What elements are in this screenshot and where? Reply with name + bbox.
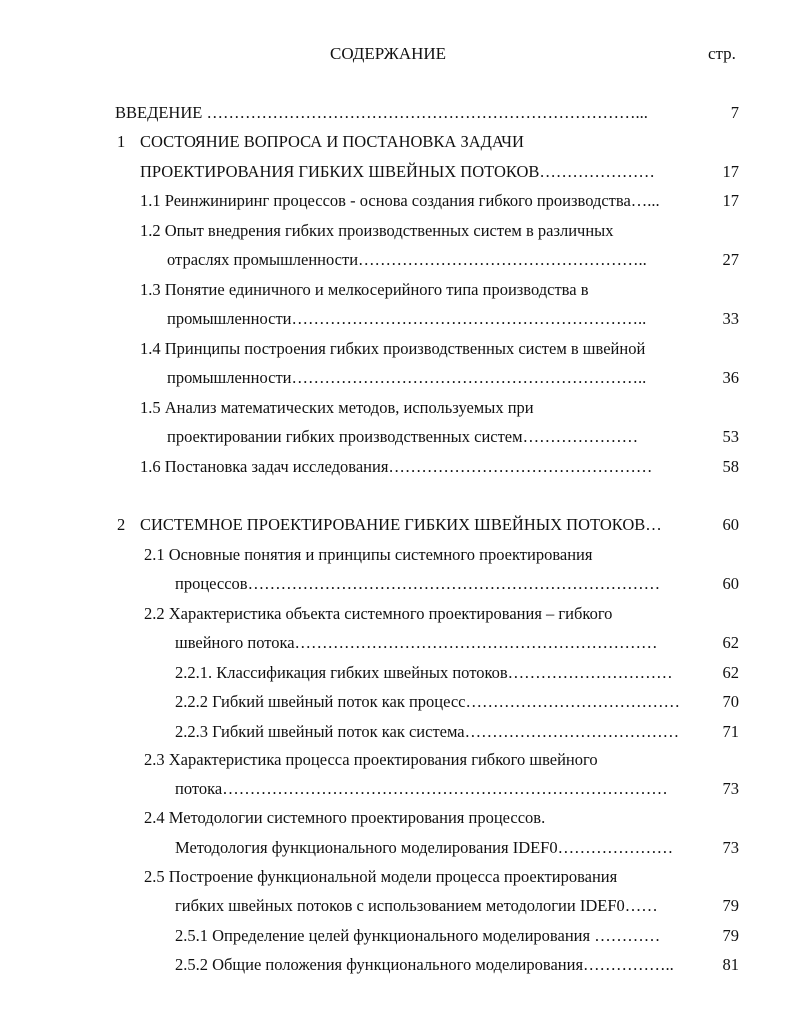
- toc-chapter-2-number: 2: [117, 515, 126, 534]
- toc-section-2-3-page: 73: [722, 779, 739, 798]
- toc-section-2-2-1-page: 62: [722, 663, 739, 682]
- toc-section-2-1-line1: 2.1 Основные понятия и принципы системного проектирования: [144, 545, 593, 564]
- toc-section-1-3-page: 33: [722, 309, 739, 328]
- toc-section-2-2-3-page: 71: [722, 722, 739, 741]
- toc-chapter-1-title-line2: ПРОЕКТИРОВАНИЯ ГИБКИХ ШВЕЙНЫХ ПОТОКОВ…………………: [140, 162, 655, 181]
- toc-section-1-4-line1: 1.4 Принципы построения гибких производственных систем в швейной: [140, 339, 646, 358]
- toc-section-1-3-line1: 1.3 Понятие единичного и мелкосерийного типа производства в: [140, 280, 589, 299]
- toc-section-1-6-page: 58: [722, 457, 739, 476]
- toc-section-1-1-page: 17: [722, 191, 739, 210]
- toc-section-1-2-page: 27: [722, 250, 739, 269]
- toc-section-2-2-line1: 2.2 Характеристика объекта системного проектирования – гибкого: [144, 604, 613, 623]
- toc-section-2-5-2-text: 2.5.2 Общие положения функционального моделирования……………..: [175, 955, 674, 974]
- toc-section-1-4-page: 36: [722, 368, 739, 387]
- page-column-label: стр.: [708, 44, 736, 63]
- toc-chapter-2-page: 60: [722, 515, 739, 534]
- toc-section-2-4-line2: Методология функционального моделирования IDEF0…………………: [175, 838, 674, 857]
- toc-section-2-2-line2: швейного потока…………………………………………………………: [175, 633, 658, 652]
- toc-section-1-2-line2: отраслях промышленности……………………………………………..: [167, 250, 647, 269]
- toc-section-2-3-line2: потока………………………………………………………………………: [175, 779, 668, 798]
- toc-section-2-5-2-page: 81: [722, 955, 739, 974]
- toc-section-2-5-1-text: 2.5.1 Определение целей функционального моделирования …………: [175, 926, 661, 945]
- toc-chapter-1-number: 1: [117, 132, 126, 151]
- toc-section-2-4-line1: 2.4 Методологии системного проектирования процессов.: [144, 808, 546, 827]
- toc-section-2-5-line1: 2.5 Построение функциональной модели процесса проектирования: [144, 867, 618, 886]
- toc-entry-intro-page: 7: [730, 103, 739, 122]
- toc-chapter-2-title: СИСТЕМНОЕ ПРОЕКТИРОВАНИЕ ГИБКИХ ШВЕЙНЫХ ПОТОКОВ…: [140, 515, 662, 534]
- toc-section-2-2-page: 62: [722, 633, 739, 652]
- toc-entry-intro-text: ВВЕДЕНИЕ ……………………………………………………………………...: [115, 103, 648, 122]
- toc-section-1-5-page: 53: [722, 427, 739, 446]
- toc-section-1-1-text: 1.1 Реинжиниринг процессов - основа создания гибкого производства…...: [140, 191, 660, 210]
- toc-section-2-3-line1: 2.3 Характеристика процесса проектирования гибкого швейного: [144, 750, 598, 769]
- toc-section-1-3-line2: промышленности………………………………………………………..: [167, 309, 647, 328]
- toc-section-2-2-2-page: 70: [722, 692, 739, 711]
- toc-chapter-1-title-line1: СОСТОЯНИЕ ВОПРОСА И ПОСТАНОВКА ЗАДАЧИ: [140, 132, 524, 151]
- toc-section-1-2-line1: 1.2 Опыт внедрения гибких производственных систем в различных: [140, 221, 614, 240]
- toc-section-2-5-line2: гибких швейных потоков с использованием методологии IDEF0……: [175, 896, 658, 915]
- toc-section-2-5-page: 79: [722, 896, 739, 915]
- page-title: СОДЕРЖАНИЕ: [330, 44, 447, 63]
- toc-section-2-5-1-page: 79: [722, 926, 739, 945]
- toc-section-2-4-page: 73: [722, 838, 739, 857]
- toc-section-1-4-line2: промышленности………………………………………………………..: [167, 368, 647, 387]
- toc-section-1-5-line1: 1.5 Анализ математических методов, используемых при: [140, 398, 534, 417]
- toc-chapter-1-page: 17: [722, 162, 739, 181]
- toc-section-2-2-3-text: 2.2.3 Гибкий швейный поток как система…………………………………: [175, 722, 680, 741]
- toc-section-1-5-line2: проектировании гибких производственных систем…………………: [167, 427, 639, 446]
- toc-section-2-1-page: 60: [722, 574, 739, 593]
- toc-section-2-1-line2: процессов…………………………………………………………………: [175, 574, 661, 593]
- toc-section-2-2-2-text: 2.2.2 Гибкий швейный поток как процесс…………………………………: [175, 692, 681, 711]
- toc-section-2-2-1-text: 2.2.1. Классификация гибких швейных потоков…………………………: [175, 663, 673, 682]
- toc-section-1-6-text: 1.6 Постановка задач исследования…………………………………………: [140, 457, 653, 476]
